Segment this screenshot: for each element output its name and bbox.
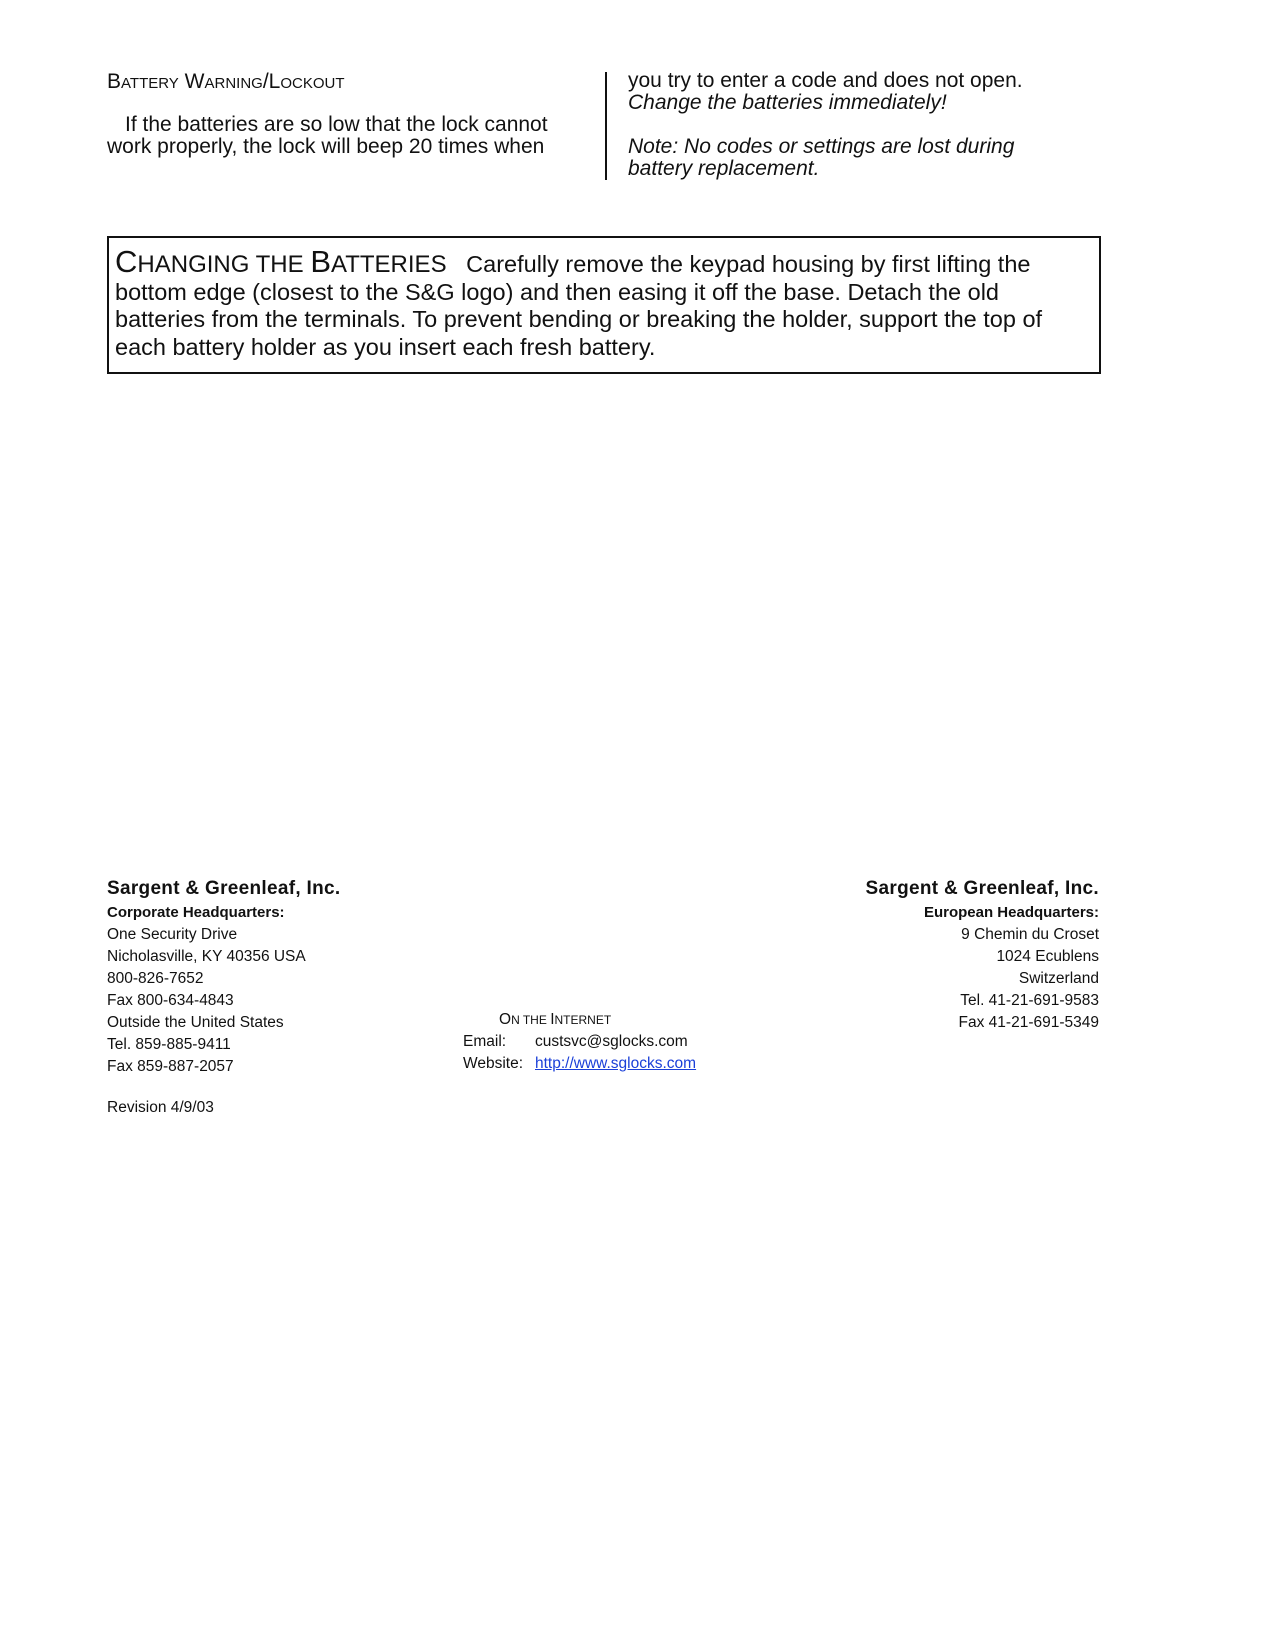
website-label: Website: [463, 1055, 524, 1072]
paragraph-line: batteries from the terminals. To prevent bending or breaking the holder, support the top of [115, 306, 1043, 332]
changing-batteries-box [107, 236, 1101, 374]
phone-line: Tel. 859-885-9411 [107, 1036, 231, 1053]
paragraph-line: bottom edge (closest to the S&G logo) and then easing it off the base. Detach the old [115, 278, 999, 305]
email-address: custsvc@sglocks.com [535, 1033, 688, 1050]
spacer [628, 114, 1108, 136]
address-line: 1024 Ecublens [996, 948, 1099, 965]
european-headquarters-block [800, 876, 1099, 1034]
battery-warning-paragraph-right [628, 70, 1108, 180]
changing-batteries-text [115, 244, 1095, 361]
changing-batteries-title: CHANGING THE BATTERIES [115, 244, 447, 279]
paragraph-line: If the batteries are so low that the lock cannot [125, 113, 548, 136]
european-hq-label: European Headquarters: [923, 904, 1099, 921]
website-row [463, 1053, 696, 1075]
us-headquarters-block [107, 876, 407, 1078]
fax-line: Fax 41-21-691-5349 [958, 1014, 1099, 1031]
note-line: battery replacement. [628, 157, 820, 180]
battery-warning-paragraph-left [107, 114, 577, 158]
change-batteries-warning: Change the batteries immediately! [628, 91, 947, 114]
paragraph-line: you try to enter a code and does not open. [628, 69, 1023, 92]
email-label: Email: [463, 1033, 507, 1050]
address-line: 9 Chemin du Croset [961, 926, 1099, 943]
fax-line: Fax 859-887-2057 [107, 1058, 234, 1075]
company-name: Sargent & Greenleaf, Inc. [107, 878, 341, 899]
outside-us-label: Outside the United States [107, 1014, 284, 1031]
phone-line: Tel. 41-21-691-9583 [960, 992, 1099, 1009]
address-line: Switzerland [1018, 970, 1099, 987]
corporate-hq-label: Corporate Headquarters: [107, 904, 285, 921]
phone-line: 800-826-7652 [107, 970, 204, 987]
column-divider [605, 72, 607, 180]
revision-note: Revision 4/9/03 [107, 1099, 214, 1116]
internet-heading: ON THE INTERNET [499, 1011, 612, 1028]
paragraph-line: work properly, the lock will beep 20 times when [107, 135, 545, 158]
fax-line: Fax 800-634-4843 [107, 992, 234, 1009]
email-row [463, 1031, 688, 1053]
website-link[interactable]: http://www.sglocks.com [535, 1055, 697, 1072]
paragraph-line: each battery holder as you insert each fresh battery. [115, 333, 656, 360]
battery-warning-heading: BATTERY WARNING/LOCKOUT [107, 70, 345, 93]
company-name: Sargent & Greenleaf, Inc. [865, 878, 1099, 899]
address-line: Nicholasville, KY 40356 USA [107, 948, 306, 965]
changing-batteries-first-line: CHANGING THE BATTERIES Carefully remove the keypad housing by first lifting the [115, 244, 1031, 279]
note-line: Note: No codes or settings are lost during [628, 135, 1015, 158]
address-line: One Security Drive [107, 926, 238, 943]
